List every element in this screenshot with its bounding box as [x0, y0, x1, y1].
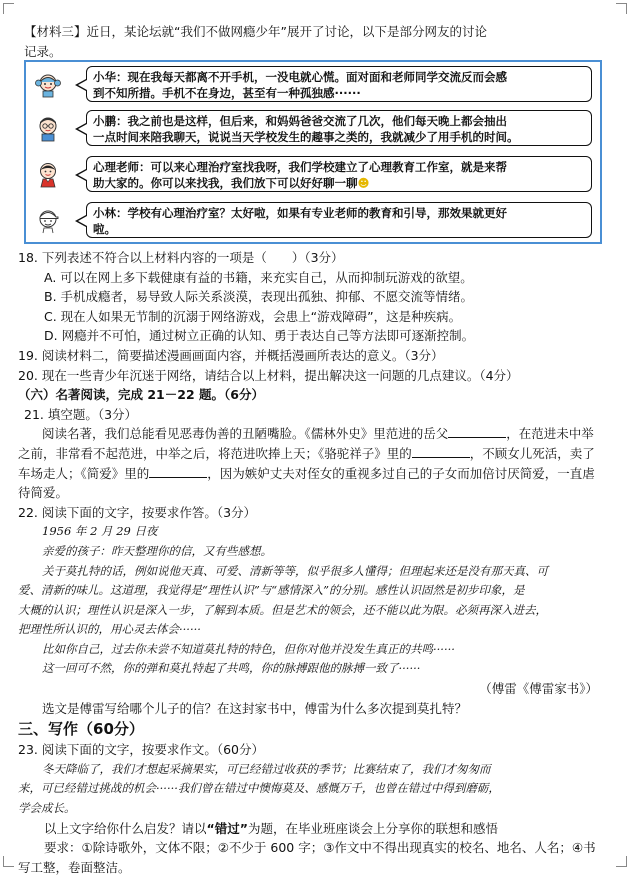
question-21-line: [18, 444, 614, 464]
smile-emoji-icon: ☻: [357, 176, 370, 190]
essay-requirements: 要求：①除诗歌外，文体不限；②不少于 600 字；③作文中不得出现真实的校名、地名、人名；④书: [44, 840, 596, 856]
questions-body: [18, 248, 614, 877]
comment-text: 一点时间来陪我聊天，说说当天学校发生的趣事之类的，我就减少了用手机的时间。: [93, 130, 519, 144]
question-23-title: 23. 阅读下面的文字，按要求作文。（60分）: [18, 742, 265, 758]
q21-text: 阅读名著，我们总能看见恶毒伪善的丑陋嘴脸。《儒林外史》里范进的岳父: [42, 426, 449, 442]
comment-text: 到不知所措。手机不在身边，甚至有一种孤独感······: [93, 86, 361, 100]
essay-title: “错过”: [206, 820, 248, 836]
comment-bubble-xiaohua: [86, 66, 592, 102]
girl-avatar-icon: [34, 70, 62, 98]
intro-line: 记录。: [24, 44, 62, 59]
option-c: C. 现在人如果无节制的沉溺于网络游戏，会患上“游戏障碍”，这是种疾病。: [44, 308, 462, 324]
option-a: A. 可以在网上多下载健康有益的书籍，来充实自己，从而抑制玩游戏的欲望。: [44, 269, 473, 285]
forum-comments-panel: [24, 60, 602, 244]
essay-requirements: 写工整，卷面整洁。: [18, 859, 131, 875]
comment-text: 助大家的。你可以来找我，我们放下可以好好聊一聊: [93, 176, 358, 190]
comment-bubble-teacher: [86, 156, 592, 192]
task-text: 以上文字给你什么启发？请以: [44, 820, 207, 836]
letter-paragraph: 把理性所认识的，用心灵去体会······: [18, 622, 201, 637]
letter-paragraph: 这一回可不然，你的弹和莫扎特起了共鸣，你的脉搏跟他的脉搏一致了······: [42, 661, 421, 676]
material3-intro: [24, 22, 614, 62]
letter-source: （傅雷《傅雷家书》）: [479, 681, 598, 697]
comment-text: 小林：学校有心理治疗室？太好啦，如果有专业老师的教育和引导，那效果就更好: [93, 206, 507, 220]
q21-text: ，不顾女儿死活，卖了: [469, 445, 595, 461]
option-b: B. 手机成瘾者，易导致人际关系淡漠，表现出孤独、抑郁、不愿交流等情绪。: [44, 289, 474, 305]
question-19: 19. 阅读材料二，简要描述漫画画面内容，并概括漫画所表达的意义。（3分）: [18, 347, 444, 363]
section-6-heading: （六）名著阅读，完成 21－22 题。（6分）: [18, 387, 264, 403]
crop-mark: [3, 856, 14, 867]
q21-text: 车场走人；《简爱》里的: [18, 465, 150, 481]
teacher-avatar-icon: [34, 160, 62, 188]
question-20: 20. 现在一些青少年沉迷于网络，请结合以上材料，提出解决这一问题的几点建议。（4分）: [18, 367, 519, 383]
section-3-heading: 三、写作（60分）: [18, 720, 144, 739]
intro-line: 【材料三】近日，某论坛就“我们不做网瘾少年”展开了讨论，以下是部分网友的讨论: [24, 24, 487, 39]
prompt-text: 学会成长。: [18, 801, 76, 816]
q21-text: 之前，非常看不起范进，中举之后，将范进吹捧上天；《骆驼祥子》里的: [18, 445, 412, 461]
boy-avatar-icon: [34, 114, 62, 142]
comment-text: 小鹏：我之前也是这样，但后来，和妈妈爸爸交流了几次，他们每天晚上都会抽出: [93, 114, 507, 128]
comment-row: [30, 200, 596, 240]
question-21-line: 待简爱。: [18, 485, 69, 501]
prompt-text: 冬天降临了，我们才想起采摘果实，可已经错过收获的季节；比赛结束了，我们才匆匆而: [42, 761, 491, 776]
letter-greeting: 亲爱的孩子：昨天整理你的信，又有些感想。: [42, 543, 272, 558]
comment-bubble-xiaolin: [86, 202, 592, 238]
answer-blank[interactable]: [412, 445, 470, 458]
comment-text: 心理老师：可以来心理治疗室找我呀，我们学校建立了心理教育工作室，就是来帮: [93, 160, 507, 174]
letter-paragraph: 大概的认识；理性认识是深入一步，了解到本质。但是艺术的领会，还不能以此为限。必须再深入进去，: [18, 602, 547, 617]
answer-blank[interactable]: [149, 465, 207, 478]
q21-text: ，在范进未中举: [506, 426, 594, 442]
crop-mark: [616, 3, 627, 14]
comment-bubble-xiaopeng: [86, 110, 592, 146]
crop-mark: [616, 856, 627, 867]
comment-text: 小华：现在我每天都离不开手机，一没电就心慌。面对面和老师同学交流反而会感: [93, 70, 507, 84]
comment-row: [30, 154, 596, 194]
question-21-line: [18, 424, 614, 444]
comment-row: [30, 64, 596, 104]
letter-paragraph: 关于莫扎特的话，例如说他天真、可爱、清新等等，似乎很多人懂得；但理起来还是没有那天真、可: [42, 563, 548, 578]
comment-text: 啦。: [93, 222, 116, 236]
question-18-stem: 18. 下列表述不符合以上材料内容的一项是（ ）（3分）: [18, 250, 344, 265]
answer-blank[interactable]: [448, 425, 506, 438]
question-21-title: 21. 填空题。（3分）: [24, 406, 138, 422]
letter-paragraph: 爱、清新的味儿。这道理，我觉得是“理性认识”与“感情深入”的分别。感性认识固然是初步印象，是: [18, 583, 525, 598]
prompt-text: 来，可已经错过挑战的机会······我们曾在错过中懊悔莫及、感慨万千，也曾在错过中得到磨砺，: [18, 781, 500, 796]
essay-task: [18, 819, 614, 839]
crop-mark: [3, 3, 14, 14]
question-22-title: 22. 阅读下面的文字，按要求作答。（3分）: [18, 504, 257, 520]
option-d: D. 网瘾并不可怕，通过树立正确的认知、勇于表达自己等方法即可逐渐控制。: [44, 328, 475, 344]
letter-date: 1956 年 2 月 29 日夜: [42, 524, 158, 539]
letter-paragraph: 比如你自己，过去你未尝不知道莫扎特的特色，但你对他并没发生真正的共鸣······: [42, 641, 455, 656]
student-avatar-icon: [34, 206, 62, 234]
q21-text: ，因为嫉妒丈夫对侄女的重视多过自己的子女而加倍讨厌简爱，一直虐: [207, 465, 595, 481]
comment-row: [30, 108, 596, 148]
task-text: 为题，在毕业班座谈会上分享你的联想和感悟: [247, 820, 498, 836]
question-22-prompt: 选文是傅雷写给哪个儿子的信？在这封家书中，傅雷为什么多次提到莫扎特？: [42, 700, 468, 716]
question-21-line: [18, 464, 614, 484]
